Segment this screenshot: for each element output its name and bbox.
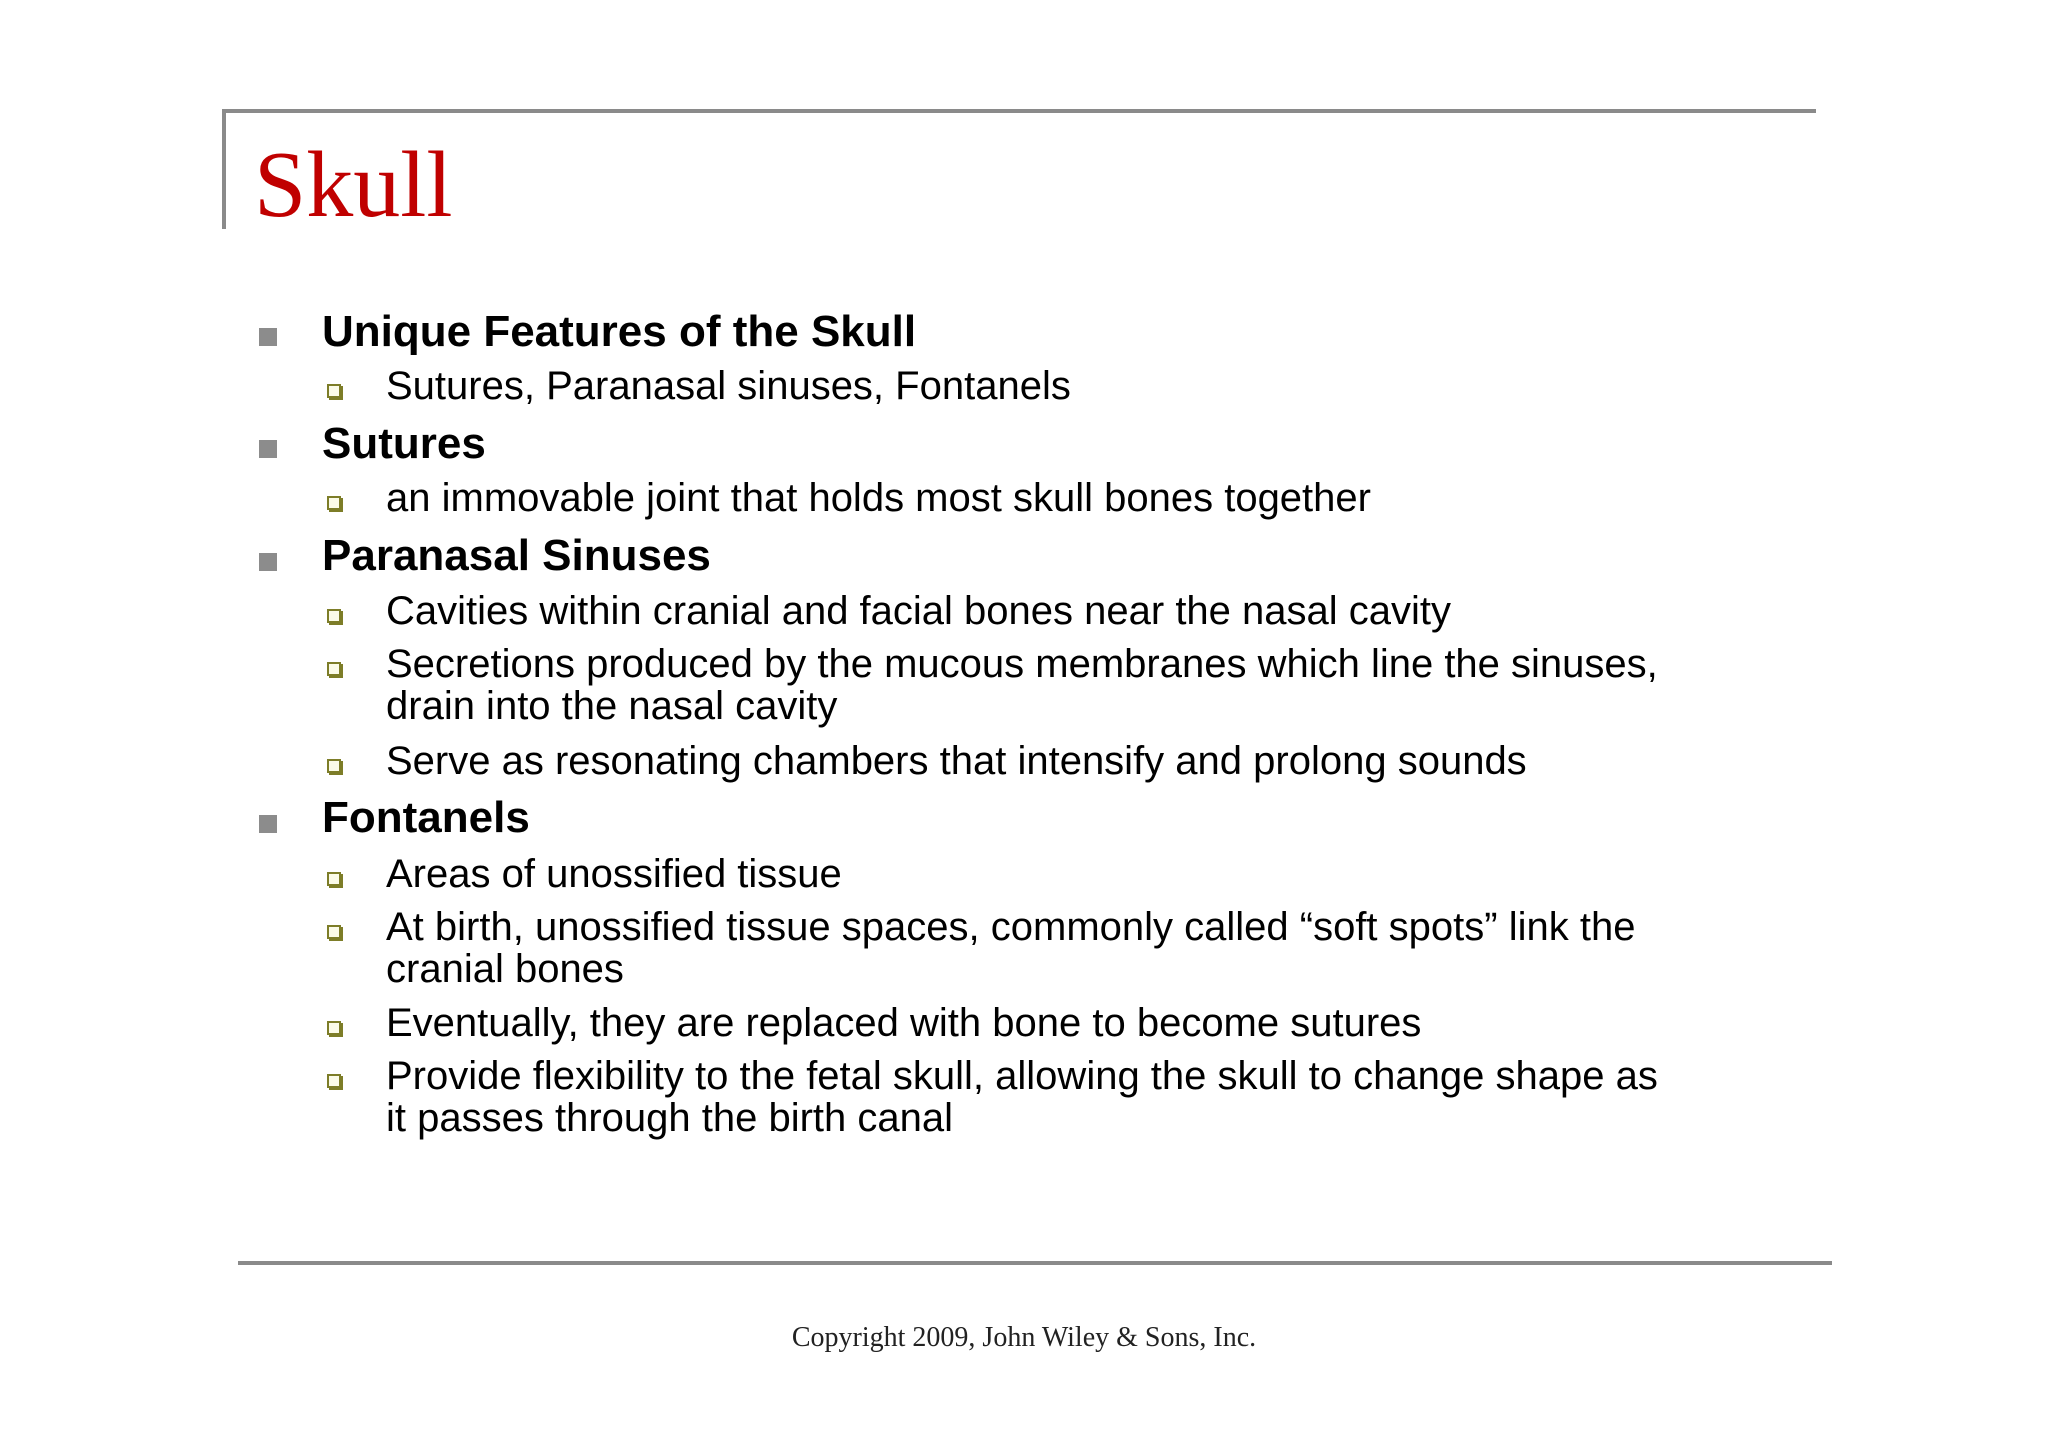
copyright-footer: Copyright 2009, John Wiley & Sons, Inc. [791, 1322, 1257, 1353]
sub-point-line: At birth, unossified tissue spaces, commonly called “soft spots” link the [386, 905, 1636, 949]
hollow-square-bullet-icon [327, 872, 341, 886]
heading-sutures: Sutures [322, 419, 486, 468]
sub-point-line-continued: it passes through the birth canal [386, 1096, 954, 1140]
sub-point [386, 906, 1635, 990]
sub-point [386, 477, 1371, 519]
hollow-square-bullet-icon [327, 496, 341, 510]
sub-point [386, 590, 1451, 632]
sub-point-line: Serve as resonating chambers that intensify and prolong sounds [386, 739, 1527, 783]
hollow-square-bullet-icon [327, 759, 341, 773]
sub-point [386, 1055, 1658, 1139]
hollow-square-bullet-icon [327, 384, 341, 398]
square-bullet-icon [259, 553, 277, 571]
hollow-square-bullet-icon [327, 1074, 341, 1088]
heading-paranasal-sinuses: Paranasal Sinuses [322, 531, 711, 580]
slide-title: Skull [254, 133, 453, 237]
square-bullet-icon [259, 328, 277, 346]
sub-point [386, 365, 1071, 407]
sub-point [386, 853, 842, 895]
sub-point-line: an immovable joint that holds most skull bones together [386, 476, 1371, 520]
sub-point-line: Secretions produced by the mucous membranes which line the sinuses, [386, 642, 1658, 686]
sub-point-line: Eventually, they are replaced with bone to become sutures [386, 1001, 1422, 1045]
sub-point [386, 1002, 1421, 1044]
sub-point-line-continued: cranial bones [386, 947, 624, 991]
square-bullet-icon [259, 815, 277, 833]
heading-unique-features: Unique Features of the Skull [322, 307, 917, 356]
hollow-square-bullet-icon [327, 925, 341, 939]
hollow-square-bullet-icon [327, 609, 341, 623]
hollow-square-bullet-icon [327, 662, 341, 676]
sub-point-line: Provide flexibility to the fetal skull, allowing the skull to change shape as [386, 1054, 1658, 1098]
sub-point-line: Cavities within cranial and facial bones near the nasal cavity [386, 589, 1452, 633]
square-bullet-icon [259, 440, 277, 458]
sub-point-line: Areas of unossified tissue [386, 852, 842, 896]
sub-point [386, 740, 1527, 782]
footer-rule [238, 1261, 1832, 1265]
sub-point [386, 643, 1658, 727]
hollow-square-bullet-icon [327, 1021, 341, 1035]
heading-fontanels: Fontanels [322, 793, 530, 842]
sub-point-line-continued: drain into the nasal cavity [386, 684, 838, 728]
sub-point-line: Sutures, Paranasal sinuses, Fontanels [386, 364, 1071, 408]
